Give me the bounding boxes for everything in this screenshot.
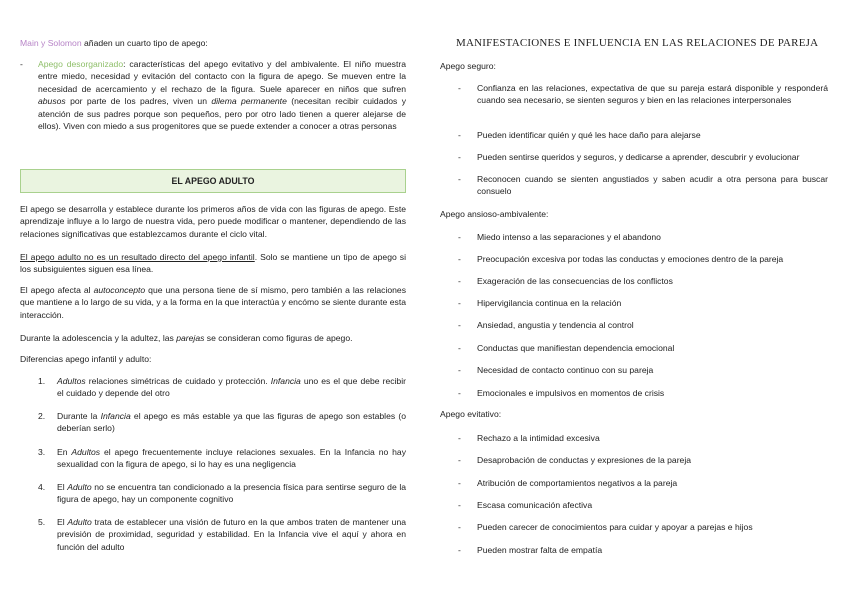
- abusos-emphasis: abusos: [38, 96, 66, 107]
- italic-term: Adulto: [67, 482, 92, 492]
- item-text: uno es el que debe recibir el cuidado y depende del otro: [57, 376, 406, 399]
- p4-text-b: se consideran como figuras de apego.: [204, 333, 353, 343]
- item-text: Ansiedad, angustia y tendencia al control: [477, 320, 634, 330]
- section-heading-evitativo: Apego evitativo:: [440, 409, 502, 419]
- item-text: Necesidad de contacto continuo con su pareja: [477, 365, 654, 375]
- autoconcepto-emphasis: autoconcepto: [93, 285, 146, 295]
- item-text: el apego frecuentemente incluye relaciones sexuales. En la Infancia no hay sexualidad con la figura de apego, si lo hay es una negligencia: [57, 447, 406, 470]
- item-text: Pueden carecer de conocimientos para cuidar y apoyar a parejas e hijos: [477, 522, 753, 532]
- desorganizado-text-1: : características del apego evitativo y del ambivalente. El niño muestra entre miedo, necesidad y evitación del contacto con la figura de apego. Se mueven entre la necesidad de acercamiento y el rechazo de la figura. Suele aparecer en niños que sufren: [38, 59, 406, 94]
- item-text: El: [57, 517, 68, 527]
- item-text: El: [57, 482, 68, 492]
- item-text: Rechazo a la intimidad excesiva: [477, 433, 600, 443]
- italic-term: Adultos: [71, 447, 101, 457]
- bullet-dash: -: [458, 388, 461, 398]
- desorganizado-text-2: por parte de los padres, viven un: [65, 96, 212, 107]
- paragraph-adult-rest: . Solo se mantiene un tipo de apego si los subsiguientes siguen esa línea.: [20, 252, 406, 275]
- page-title: MANIFESTACIONES E INFLUENCIA EN LAS RELACIONES DE PAREJA: [456, 37, 819, 49]
- item-text: Exageración de las consecuencias de los conflictos: [477, 276, 673, 286]
- bullet-dash: -: [458, 343, 461, 353]
- item-text: Durante la: [57, 411, 101, 421]
- intro-text: añaden un cuarto tipo de apego:: [81, 38, 208, 48]
- item-text: Emocionales e impulsivos en momentos de crisis: [477, 388, 665, 398]
- authors-name: Main y Solomon: [20, 38, 82, 48]
- list-number: 3.: [38, 447, 46, 457]
- bullet-dash: -: [458, 545, 461, 555]
- p4-text-a: Durante la adolescencia y la adultez, las: [20, 333, 177, 343]
- italic-term: Adultos: [57, 376, 86, 386]
- italic-term: Infancia: [100, 411, 131, 421]
- bullet-dash: -: [458, 455, 461, 465]
- item-text: Pueden sentirse queridos y seguros, y dedicarse a aprender, descubrir y evolucionar: [477, 152, 800, 162]
- underlined-statement: El apego adulto no es un resultado directo del apego infantil: [20, 252, 255, 262]
- bullet-dash: -: [458, 130, 461, 140]
- section-banner: EL APEGO ADULTO: [20, 169, 406, 193]
- item-text: Atribución de comportamientos negativos a la pareja: [477, 478, 678, 488]
- list-number: 1.: [38, 376, 46, 386]
- item-text: trata de establecer una visión de futuro en la que ambos traten de mantener una previsión de proximidad, seguridad y estabilidad. En la Infancia vive el aquí y ahora en función del adulto: [57, 517, 406, 552]
- bullet-dash: -: [458, 254, 461, 264]
- parejas-emphasis: parejas: [176, 333, 205, 343]
- intro-line: [20, 37, 406, 49]
- item-text: relaciones simétricas de cuidado y protección.: [85, 376, 271, 386]
- bullet-dash: -: [458, 152, 461, 162]
- item-text: Miedo intenso a las separaciones y el abandono: [477, 232, 661, 242]
- item-text: En: [57, 447, 72, 457]
- desorganizado-label: Apego desorganizado: [38, 59, 124, 69]
- item-text: Escasa comunicación afectiva: [477, 500, 593, 510]
- p3-text-a: El apego afecta al: [20, 285, 94, 295]
- italic-term: Infancia: [270, 376, 301, 386]
- item-text: Pueden mostrar falta de empatía: [477, 545, 603, 555]
- paragraph-development: El apego se desarrolla y establece durante los primeros años de vida con las figuras de apego. Este aprendizaje influye a lo largo de nuestra vida, pero puede modificar o mantener, dependiendo de las relaciones significativas que establezcamos durante el ciclo vital.: [20, 204, 406, 239]
- section-heading-seguro: Apego seguro:: [440, 61, 496, 71]
- bullet-dash: -: [458, 320, 461, 330]
- bullet-dash: -: [458, 365, 461, 375]
- item-text: Pueden identificar quién y qué les hace daño para alejarse: [477, 130, 701, 140]
- list-number: 2.: [38, 411, 46, 421]
- bullet-dash: -: [458, 276, 461, 286]
- bullet-dash: -: [458, 500, 461, 510]
- list-number: 4.: [38, 482, 46, 492]
- bullet-dash: -: [458, 478, 461, 488]
- bullet-dash: -: [458, 522, 461, 532]
- bullet-dash: -: [458, 174, 461, 184]
- item-text: Confianza en las relaciones, expectativa de que su pareja estará disponible y responderá cuando sea necesario, se sienten seguros y bien en las relaciones interpersonales: [477, 83, 828, 106]
- paragraph-autoconcept: [20, 284, 406, 321]
- item-text: no se encuentra tan condicionado a la presencia física para sentirse seguro de la figura de apego, hay un componente cognitivo: [57, 482, 407, 505]
- item-text: Desaprobación de conductas y expresiones de la pareja: [477, 455, 692, 465]
- paragraph-adult-attachment: [20, 251, 406, 276]
- italic-term: Adulto: [67, 517, 92, 527]
- bullet-dash: -: [458, 298, 461, 308]
- dilema-emphasis: dilema permanente: [211, 96, 287, 107]
- desorganizado-text-3: (necesitan recibir cuidados y atención de sus padres porque son pequeños, pero por otro lado tienen a querer alejarse de ellos). Viven con miedo a sus progenitores que se puede extender a conocer a otras personas: [38, 96, 406, 132]
- section-heading-ansioso: Apego ansioso-ambivalente:: [440, 209, 549, 219]
- bullet-dash: -: [458, 232, 461, 242]
- item-text: el apego es más estable ya que las figuras de apego son estables (o deberían serlo): [57, 411, 406, 434]
- bullet-dash: -: [20, 59, 23, 69]
- list-number: 5.: [38, 517, 46, 527]
- item-text: Preocupación excesiva por todas las conductas y emociones dentro de la pareja: [477, 254, 784, 264]
- item-text: Hipervigilancia continua en la relación: [477, 298, 622, 308]
- bullet-dash: -: [458, 83, 461, 93]
- desorganizado-item: [20, 58, 406, 132]
- bullet-dash: -: [458, 433, 461, 443]
- paragraph-parejas: [20, 332, 406, 344]
- item-text: Conductas que manifiestan dependencia emocional: [477, 343, 675, 353]
- differences-heading: Diferencias apego infantil y adulto:: [20, 354, 152, 364]
- p3-text-b: que una persona tiene de sí mismo, pero también a las relaciones que mantiene a lo largo de su vida, y a la forma en la que interactúa y encómo se siente durante esta interacción.: [20, 285, 406, 320]
- item-text: Reconocen cuando se sienten angustiados y saben acudir a otra persona para buscar consuelo: [477, 174, 828, 197]
